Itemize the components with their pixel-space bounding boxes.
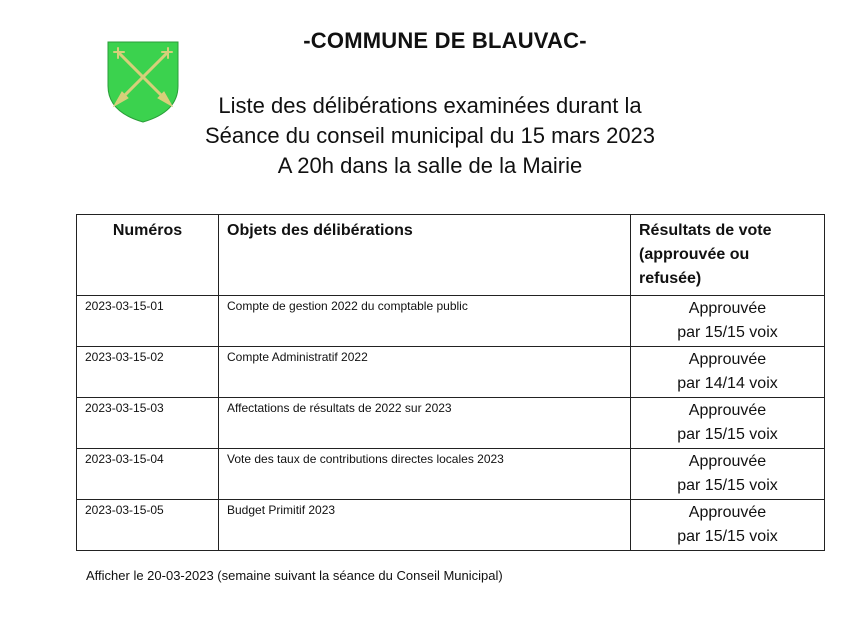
- table-row: [77, 347, 825, 398]
- cell-numero: 2023-03-15-01: [77, 296, 219, 347]
- column-header-numeros: Numéros: [77, 215, 219, 296]
- table-row: [77, 398, 825, 449]
- deliberations-table: [76, 214, 825, 551]
- result-votes: par 15/15 voix: [677, 324, 778, 341]
- table-row: [77, 449, 825, 500]
- result-label: Approuvée: [688, 453, 767, 470]
- cell-numero: 2023-03-15-03: [77, 398, 219, 449]
- result-votes: par 15/15 voix: [677, 528, 778, 545]
- subtitle-line: A 20h dans la salle de la Mairie: [277, 153, 583, 178]
- table-header-row: [77, 215, 825, 296]
- table-row: [77, 500, 825, 551]
- column-header-resultats: [631, 215, 825, 296]
- cell-resultat: [631, 398, 825, 449]
- header-line: Résultats de vote: [639, 222, 772, 239]
- result-votes: par 14/14 voix: [677, 375, 778, 392]
- table-row: [77, 296, 825, 347]
- cell-resultat: [631, 500, 825, 551]
- cell-objet: Compte de gestion 2022 du comptable public: [219, 296, 631, 347]
- header-line: (approuvée ou: [639, 246, 750, 263]
- column-header-objets: Objets des délibérations: [219, 215, 631, 296]
- subtitle-line: Séance du conseil municipal du 15 mars 2023: [204, 123, 656, 148]
- cell-numero: 2023-03-15-05: [77, 500, 219, 551]
- cell-objet: Vote des taux de contributions directes locales 2023: [219, 449, 631, 500]
- cell-numero: 2023-03-15-02: [77, 347, 219, 398]
- posting-note: Afficher le 20-03-2023 (semaine suivant la séance du Conseil Municipal): [86, 568, 503, 583]
- page-subtitle: [150, 91, 710, 181]
- cell-objet: Affectations de résultats de 2022 sur 2023: [219, 398, 631, 449]
- cell-numero: 2023-03-15-04: [77, 449, 219, 500]
- header-line: refusée): [639, 270, 702, 287]
- result-label: Approuvée: [688, 504, 767, 521]
- cell-resultat: [631, 449, 825, 500]
- cell-objet: Budget Primitif 2023: [219, 500, 631, 551]
- result-label: Approuvée: [688, 402, 767, 419]
- result-votes: par 15/15 voix: [677, 426, 778, 443]
- cell-resultat: [631, 296, 825, 347]
- subtitle-line: Liste des délibérations examinées durant la: [218, 93, 642, 118]
- cell-objet: Compte Administratif 2022: [219, 347, 631, 398]
- result-label: Approuvée: [688, 351, 767, 368]
- result-label: Approuvée: [688, 300, 767, 317]
- cell-resultat: [631, 347, 825, 398]
- result-votes: par 15/15 voix: [677, 477, 778, 494]
- page-title: -COMMUNE DE BLAUVAC-: [303, 28, 587, 53]
